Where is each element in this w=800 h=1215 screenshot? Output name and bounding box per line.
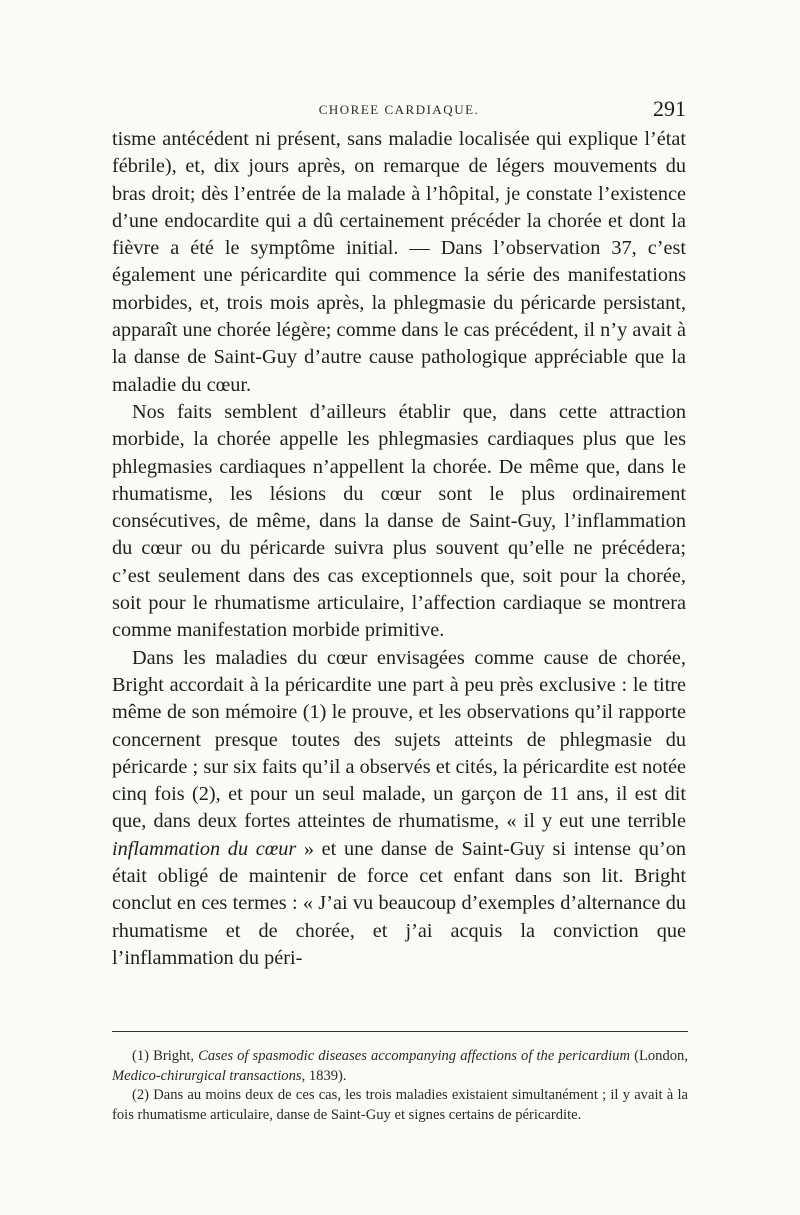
footnote-1-text-b: (London, [630,1048,688,1064]
paragraph-1-text: tisme antécédent ni présent, sans maladie localisée qui explique l’état fébrile), et, dix jours après, on remarque de légers mouvements du bras droit; dès l’entrée de la malade à l’hôpital, je constate l’existence d’une endocardite qui a dû certainement précéder la chorée et dont la fièvre a été le symptôme initial. — Dans l’observation 37, c’est également une péricardite qui commence la série des manifestations morbides, et, trois mois après, la phlegmasie du péricarde persistant, apparaît une chorée légère; comme dans le cas précédent, il n’y avait à la danse de Saint-Guy d’autre cause pathologique appréciable que la maladie du cœur. [112,128,686,396]
paragraph-2-text: Nos faits semblent d’ailleurs établir que, dans cette attraction morbide, la chorée appelle les phlegmasies cardiaques plus que les phlegmasies cardiaques n’appellent la chorée. De même que, dans le rhumatisme, les lésions du cœur sont le plus ordinairement consécutives, de même, dans la danse de Saint-Guy, l’inflammation du cœur ou du péricarde suivra plus souvent qu’elle ne précédera; c’est seulement dans des cas exceptionnels que, soit pour la chorée, soit pour le rhumatisme articulaire, l’affection cardiaque se montrera comme manifestation morbide primitive. [112,400,686,642]
footnote-divider [112,1031,688,1032]
footnote-2-text: (2) Dans au moins deux de ces cas, les trois maladies existaient simultanément ; il y avait à la fois rhumatisme articulaire, danse de Saint-Guy et signes certains de péricardite. [112,1087,688,1123]
footnote-1-text-c: , 1839). [301,1067,347,1084]
paragraph-attraction-morbide [112,399,686,645]
footnote-2 [112,1086,688,1125]
footnote-1 [112,1047,688,1086]
footnote-1-text-a: (1) Bright, [132,1048,199,1064]
paragraph-continuation [112,126,686,399]
running-title: CHOREE CARDIAQUE. [318,102,480,117]
footnotes [112,1047,688,1125]
footnote-1-italic-journal: Medico-chirurgical transactions [112,1067,302,1084]
paragraph-3-italic: inflammation du cœur [112,837,297,860]
page-number: 291 [653,96,686,121]
paragraph-3-text-a: Dans les maladies du cœur envisagées comme cause de chorée, Bright accordait à la péricardite une part à peu près exclusive : le titre même de son mémoire (1) le prouve, et les observations qu’il rapporte concernent presque toutes des sujets atteints de phlegmasie du péricarde ; sur six faits qu’il a observés et cités, la péricardite est notée cinq fois (2), et pour un seul malade, un garçon de 11 ans, il est dit que, dans deux fortes atteintes de rhumatisme, « il y eut une terrible [112,646,686,833]
body-text [112,126,686,972]
paragraph-3-text-b: » et une danse de Saint-Guy si intense qu’on était obligé de maintenir de force cet enfant dans son lit. Bright conclut en ces termes : « J’ai vu beaucoup d’exemples d’alternance du rhumatisme et de chorée, et j’ai acquis la conviction que l’inflammation du péri- [112,837,686,969]
running-header [112,96,686,130]
footnote-1-italic-title: Cases of spasmodic diseases accompanying affections of the pericardium [198,1048,630,1064]
paragraph-bright [112,645,686,973]
